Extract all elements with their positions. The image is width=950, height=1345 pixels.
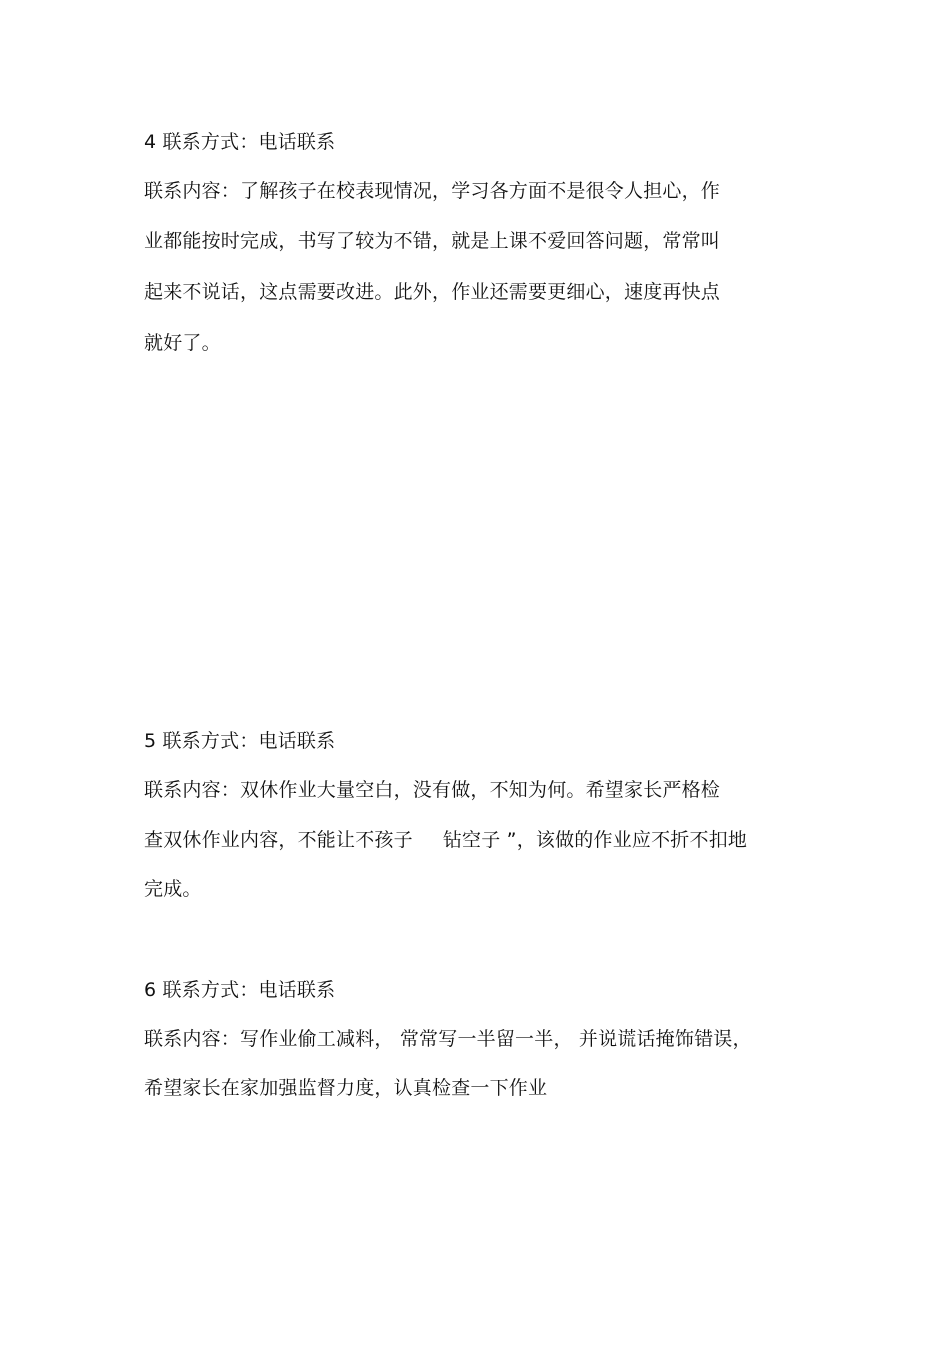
record-4-heading: 4 联系方式：电话联系 bbox=[144, 131, 336, 153]
record-6-content-line-2: 希望家长在家加强监督力度，认真检查一下作业 bbox=[144, 1077, 548, 1099]
record-5-heading: 5 联系方式：电话联系 bbox=[144, 730, 336, 752]
record-5-content-line-2 bbox=[144, 827, 747, 853]
record-5-content-line-3: 完成。 bbox=[144, 878, 202, 900]
record-4-content-line-2: 业都能按时完成，书写了较为不错，就是上课不爱回答问题，常常叫 bbox=[144, 230, 721, 252]
record-6-content-line-1: 联系内容：写作业偷工减料， 常常写一半留一半， 并说谎话掩饰错误， bbox=[144, 1028, 752, 1050]
record-5-content-line-1: 联系内容：双休作业大量空白，没有做，不知为何。希望家长严格检 bbox=[144, 779, 721, 801]
record-4-content-line-1: 联系内容：了解孩子在校表现情况，学习各方面不是很令人担心，作 bbox=[144, 180, 721, 202]
record-5-content-line-2a: 查双休作业内容，不能让不孩子 bbox=[144, 829, 413, 851]
record-6-heading: 6 联系方式：电话联系 bbox=[144, 979, 336, 1001]
record-5-content-line-2b: 钻空子 ”，该做的作业应不折不扣地 bbox=[442, 829, 748, 851]
record-4-content-line-4: 就好了。 bbox=[144, 332, 221, 354]
record-4-content-line-3: 起来不说话，这点需要改进。此外，作业还需要更细心，速度再快点 bbox=[144, 281, 721, 303]
